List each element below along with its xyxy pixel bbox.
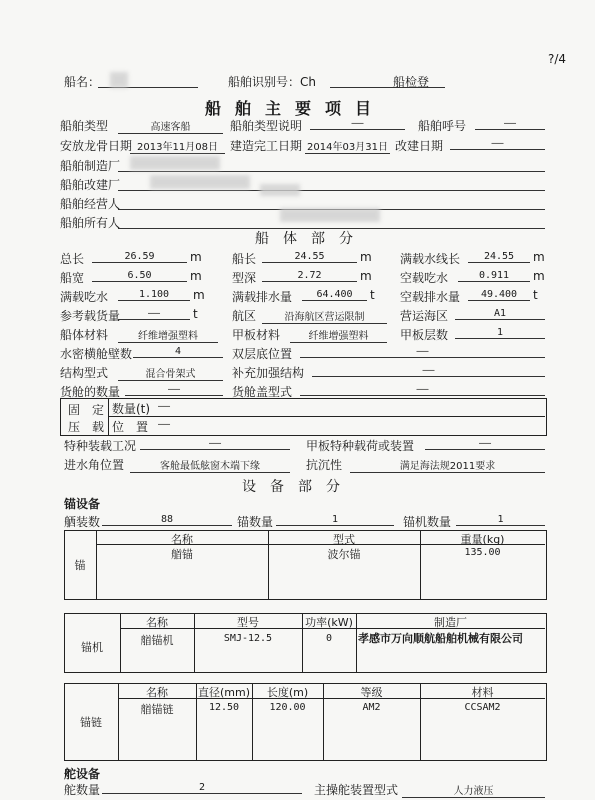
anti-sink-value: 满足海法规2011要求 (350, 457, 545, 473)
anti-sink-label: 抗沉性 (306, 458, 343, 472)
redaction (110, 72, 128, 88)
chain-table-header: 材料 (471, 686, 494, 699)
full-draft-value: 1.100 (118, 289, 190, 301)
chain-table-cell: 12.50 (208, 702, 240, 713)
double-bottom-value: —— (300, 346, 545, 358)
deck-special-value: —— (425, 438, 545, 450)
anchor-table-cell: 艏锚 (171, 548, 193, 561)
equipment-number-label: 舾装数 (64, 515, 101, 529)
anchor-equipment-title: 锚设备 (64, 497, 101, 511)
light-draft-unit: m (533, 269, 545, 283)
page-number: ?/4 (548, 52, 567, 66)
windlass-table-header: 功率(kW) (305, 616, 353, 629)
structure-value: 混合骨架式 (118, 365, 223, 381)
rudder-count-label: 舵数量 (64, 783, 101, 797)
ballast-label-2: 压 载 (68, 420, 105, 434)
nav-area-label: 航区 (232, 309, 257, 323)
keel-date-value: 2013年11月08日 (130, 138, 225, 154)
deck-material-label: 甲板材料 (232, 328, 281, 342)
ballast-qty-label: 数量(t) (112, 402, 151, 416)
ballast-label-1: 固 定 (68, 403, 105, 417)
anchor-table-cell: 波尔锚 (327, 548, 361, 561)
windlass-table-header: 制造厂 (434, 616, 467, 629)
type-desc-value: —— (310, 118, 405, 130)
rebuild-date-value: —— (450, 138, 545, 150)
deck-material-value: 纤维增强塑料 (290, 327, 387, 343)
rebuild-date-label: 改建日期 (395, 139, 444, 153)
ship-type-label: 船舶类型 (60, 119, 109, 133)
depth-value: 2.72 (262, 270, 357, 282)
depth-unit: m (360, 269, 372, 283)
bulkheads-label: 水密横舱壁数 (60, 347, 133, 361)
flood-value: 客舱最低舷窗木端下缘 (130, 457, 290, 473)
windlass-table-cell: SMJ-12.5 (223, 633, 273, 644)
structure-label: 结构型式 (60, 366, 109, 380)
loa-label: 总长 (60, 252, 85, 266)
builder-line (118, 171, 545, 172)
chain-table-header: 直径(mm) (197, 686, 250, 699)
hatch-label: 货舱盖型式 (232, 385, 293, 399)
windlass-table-header: 名称 (146, 616, 168, 629)
loa-unit: m (190, 250, 202, 264)
cargo-label: 参考载货量 (60, 309, 121, 323)
lwl-value: 24.55 (468, 251, 530, 263)
operator-label: 船舶经营人 (60, 197, 121, 211)
inspection-line (385, 87, 445, 88)
call-sign-value: —— (475, 118, 545, 130)
cargo-value: —— (118, 308, 190, 320)
windlass-table-cell: 0 (325, 633, 333, 644)
ship-id-label: 船舶识别号：Ch (228, 75, 316, 89)
type-desc-label: 船舶类型说明 (230, 119, 303, 133)
page-title: 船舶主要项目 (205, 99, 386, 118)
rudder-count-value: 2 (102, 782, 302, 794)
windlass-table-row-label: 锚机 (81, 641, 103, 654)
owner-label: 船舶所有人 (60, 216, 121, 230)
loa-value: 26.59 (92, 251, 187, 263)
cargo-unit: t (193, 307, 198, 321)
inspection-label: 船检登 (393, 75, 430, 89)
ship-id-line (330, 87, 390, 88)
double-bottom-label: 双层底位置 (232, 347, 293, 361)
light-disp-value: 49.400 (468, 289, 530, 301)
redaction (280, 208, 380, 222)
light-draft-label: 空载吃水 (400, 271, 449, 285)
ship-name-label: 船名： (64, 75, 101, 89)
anchor-table-row-label: 锚 (74, 559, 86, 572)
hatch-value: —— (300, 384, 545, 396)
deck-layers-value: 1 (455, 327, 545, 339)
windlass-count-value: 1 (456, 514, 545, 526)
reinforce-label: 补充加强结构 (232, 366, 305, 380)
steering-label: 主操舵装置型式 (314, 783, 399, 797)
light-disp-unit: t (533, 288, 538, 302)
chain-table-cell: 艏锚链 (140, 703, 174, 716)
beam-value: 6.50 (92, 270, 187, 282)
special-equip-value: —— (140, 438, 290, 450)
redaction (130, 156, 220, 170)
special-equip-label: 特种装载工况 (64, 439, 137, 453)
equipment-section-title: 设备部分 (242, 479, 354, 495)
full-disp-unit: t (370, 288, 375, 302)
anchor-table-header: 重量(kg) (460, 533, 505, 546)
lbp-label: 船长 (232, 252, 257, 266)
hull-material-label: 船体材料 (60, 328, 109, 342)
depth-label: 型深 (232, 271, 257, 285)
flood-label: 进水角位置 (64, 458, 125, 472)
ballast-row-divider (108, 416, 545, 417)
chain-table-cell: CCSAM2 (464, 702, 501, 713)
chain-table-cell: 120.00 (269, 702, 306, 713)
lbp-unit: m (360, 250, 372, 264)
anchor-count-label: 锚数量 (237, 515, 274, 529)
lwl-unit: m (533, 250, 545, 264)
windlass-table-cell: 孝感市万向顺航船舶机械有限公司 (358, 632, 523, 645)
chain-table-header: 等级 (360, 686, 383, 699)
rudder-equipment-title: 舵设备 (64, 767, 101, 781)
full-disp-value: 64.400 (302, 289, 367, 301)
light-disp-label: 空载排水量 (400, 290, 461, 304)
lwl-label: 满载水线长 (400, 252, 461, 266)
steering-value: 人力液压 (402, 782, 545, 798)
anchor-count-value: 1 (276, 514, 394, 526)
rebuilder-line (118, 190, 545, 191)
build-date-value: 2014年03月31日 (305, 138, 390, 154)
reinforce-value: —— (312, 365, 545, 377)
deck-special-label: 甲板特种载荷或装置 (306, 439, 415, 453)
build-date-label: 建造完工日期 (230, 139, 303, 153)
chain-table-header: 长度(m) (266, 686, 309, 699)
ballast-qty-value: —— (158, 401, 171, 412)
anchor-table-header: 型式 (333, 533, 355, 546)
op-area-label: 营运海区 (400, 309, 449, 323)
chain-table-header: 名称 (146, 686, 168, 699)
full-draft-label: 满载吃水 (60, 290, 109, 304)
full-draft-unit: m (193, 288, 205, 302)
chain-table-row-label: 锚链 (80, 716, 102, 729)
ballast-pos-label: 位 置 (112, 420, 149, 434)
nav-area-value: 沿海航区营运限制 (262, 308, 387, 324)
bulkheads-value: 4 (133, 346, 223, 358)
windlass-table-header: 型号 (237, 616, 259, 629)
call-sign-label: 船舶呼号 (418, 119, 467, 133)
hull-material-value: 纤维增强塑料 (118, 327, 218, 343)
builder-label: 船舶制造厂 (60, 159, 121, 173)
windlass-table-cell: 艏锚机 (140, 634, 174, 647)
deck-layers-label: 甲板层数 (400, 328, 449, 342)
beam-unit: m (190, 269, 202, 283)
redaction (150, 175, 250, 189)
full-disp-label: 满载排水量 (232, 290, 293, 304)
ballast-pos-value: —— (158, 419, 171, 430)
anchor-table-header: 名称 (171, 533, 193, 546)
ship-type-value: 高速客船 (118, 118, 223, 134)
op-area-value: A1 (455, 308, 545, 320)
windlass-count-label: 锚机数量 (403, 515, 452, 529)
anchor-table-cell: 135.00 (464, 547, 501, 558)
chain-table-cell: AM2 (362, 702, 381, 713)
hull-section-title: 船体部分 (255, 231, 367, 247)
keel-date-label: 安放龙骨日期 (60, 139, 133, 153)
redaction (260, 184, 300, 196)
beam-label: 船宽 (60, 271, 85, 285)
holds-label: 货舱的数量 (60, 385, 121, 399)
equipment-number-value: 88 (102, 514, 232, 526)
light-draft-value: 0.911 (458, 270, 530, 282)
rebuilder-label: 船舶改建厂 (60, 178, 121, 192)
holds-value: —— (125, 384, 223, 396)
lbp-value: 24.55 (262, 251, 357, 263)
